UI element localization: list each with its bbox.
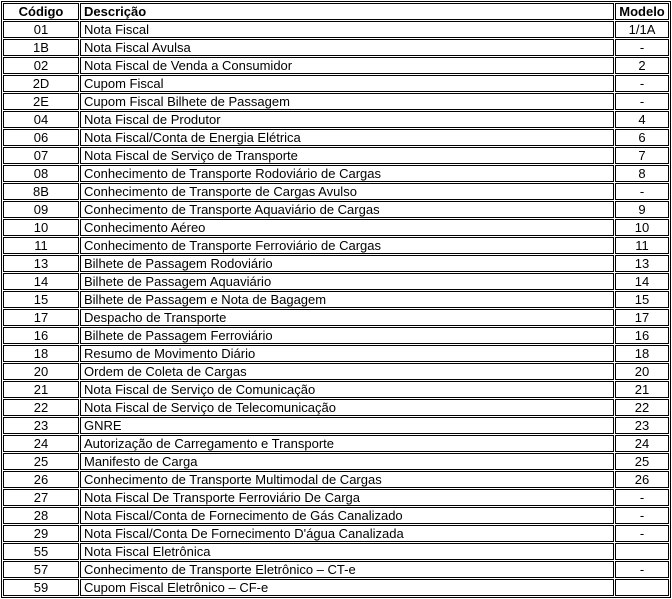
cell-modelo — [615, 579, 669, 596]
cell-descricao: Nota Fiscal de Serviço de Comunicação — [80, 381, 614, 398]
cell-descricao: Nota Fiscal Eletrônica — [80, 543, 614, 560]
cell-descricao: Nota Fiscal de Serviço de Transporte — [80, 147, 614, 164]
cell-codigo: 22 — [3, 399, 79, 416]
cell-descricao: Resumo de Movimento Diário — [80, 345, 614, 362]
cell-descricao: Nota Fiscal/Conta De Fornecimento D'água Canalizada — [80, 525, 614, 542]
cell-codigo: 27 — [3, 489, 79, 506]
cell-modelo: 25 — [615, 453, 669, 470]
column-header-modelo: Modelo — [615, 3, 669, 20]
cell-modelo: 8 — [615, 165, 669, 182]
cell-descricao: Nota Fiscal de Serviço de Telecomunicação — [80, 399, 614, 416]
cell-codigo: 23 — [3, 417, 79, 434]
cell-modelo: 11 — [615, 237, 669, 254]
table-row — [3, 561, 669, 578]
table-row — [3, 129, 669, 146]
cell-modelo: - — [615, 183, 669, 200]
table-body — [3, 21, 669, 596]
fiscal-document-codes-table — [1, 1, 671, 598]
cell-modelo: - — [615, 39, 669, 56]
cell-codigo: 10 — [3, 219, 79, 236]
cell-descricao: Cupom Fiscal Bilhete de Passagem — [80, 93, 614, 110]
header-row — [3, 3, 669, 20]
column-header-codigo: Código — [3, 3, 79, 20]
table-row — [3, 399, 669, 416]
cell-codigo: 59 — [3, 579, 79, 596]
table-row — [3, 219, 669, 236]
cell-modelo: - — [615, 561, 669, 578]
table-row — [3, 255, 669, 272]
cell-codigo: 26 — [3, 471, 79, 488]
cell-modelo: 16 — [615, 327, 669, 344]
table-row — [3, 165, 669, 182]
cell-codigo: 02 — [3, 57, 79, 74]
cell-descricao: Despacho de Transporte — [80, 309, 614, 326]
cell-descricao: Cupom Fiscal Eletrônico – CF-e — [80, 579, 614, 596]
cell-modelo: 6 — [615, 129, 669, 146]
table-row — [3, 363, 669, 380]
table-row — [3, 381, 669, 398]
table-row — [3, 21, 669, 38]
cell-descricao: Bilhete de Passagem e Nota de Bagagem — [80, 291, 614, 308]
cell-codigo: 08 — [3, 165, 79, 182]
cell-descricao: Cupom Fiscal — [80, 75, 614, 92]
cell-modelo: 2 — [615, 57, 669, 74]
cell-descricao: Nota Fiscal de Produtor — [80, 111, 614, 128]
cell-descricao: Manifesto de Carga — [80, 453, 614, 470]
table-row — [3, 291, 669, 308]
cell-codigo: 57 — [3, 561, 79, 578]
cell-descricao: Conhecimento de Transporte Multimodal de Cargas — [80, 471, 614, 488]
table-row — [3, 309, 669, 326]
table-row — [3, 435, 669, 452]
cell-modelo: - — [615, 489, 669, 506]
cell-codigo: 15 — [3, 291, 79, 308]
column-header-descricao: Descrição — [80, 3, 614, 20]
cell-modelo: 18 — [615, 345, 669, 362]
cell-modelo: - — [615, 525, 669, 542]
table-row — [3, 57, 669, 74]
cell-descricao: Ordem de Coleta de Cargas — [80, 363, 614, 380]
table-row — [3, 39, 669, 56]
cell-descricao: Conhecimento de Transporte de Cargas Avulso — [80, 183, 614, 200]
cell-descricao: Nota Fiscal — [80, 21, 614, 38]
table-row — [3, 489, 669, 506]
cell-codigo: 16 — [3, 327, 79, 344]
cell-modelo: 15 — [615, 291, 669, 308]
table-row — [3, 543, 669, 560]
cell-descricao: Nota Fiscal De Transporte Ferroviário De Carga — [80, 489, 614, 506]
cell-codigo: 1B — [3, 39, 79, 56]
cell-modelo: - — [615, 507, 669, 524]
cell-codigo: 28 — [3, 507, 79, 524]
table-row — [3, 93, 669, 110]
cell-modelo: - — [615, 75, 669, 92]
cell-codigo: 04 — [3, 111, 79, 128]
cell-codigo: 17 — [3, 309, 79, 326]
cell-codigo: 06 — [3, 129, 79, 146]
cell-descricao: GNRE — [80, 417, 614, 434]
table-row — [3, 273, 669, 290]
cell-modelo: - — [615, 93, 669, 110]
cell-modelo — [615, 543, 669, 560]
cell-descricao: Autorização de Carregamento e Transporte — [80, 435, 614, 452]
table-row — [3, 75, 669, 92]
cell-descricao: Nota Fiscal de Venda a Consumidor — [80, 57, 614, 74]
cell-codigo: 13 — [3, 255, 79, 272]
cell-descricao: Conhecimento de Transporte Rodoviário de Cargas — [80, 165, 614, 182]
cell-modelo: 20 — [615, 363, 669, 380]
cell-codigo: 24 — [3, 435, 79, 452]
cell-modelo: 14 — [615, 273, 669, 290]
cell-descricao: Bilhete de Passagem Ferroviário — [80, 327, 614, 344]
cell-codigo: 01 — [3, 21, 79, 38]
cell-codigo: 2E — [3, 93, 79, 110]
cell-descricao: Bilhete de Passagem Rodoviário — [80, 255, 614, 272]
table-row — [3, 507, 669, 524]
table-row — [3, 201, 669, 218]
table-row — [3, 345, 669, 362]
cell-modelo: 21 — [615, 381, 669, 398]
cell-codigo: 55 — [3, 543, 79, 560]
cell-modelo: 9 — [615, 201, 669, 218]
cell-codigo: 21 — [3, 381, 79, 398]
cell-codigo: 18 — [3, 345, 79, 362]
cell-modelo: 23 — [615, 417, 669, 434]
cell-modelo: 10 — [615, 219, 669, 236]
cell-descricao: Conhecimento de Transporte Eletrônico – CT-e — [80, 561, 614, 578]
table-header — [3, 3, 669, 20]
cell-modelo: 1/1A — [615, 21, 669, 38]
table-row — [3, 183, 669, 200]
cell-codigo: 8B — [3, 183, 79, 200]
cell-codigo: 09 — [3, 201, 79, 218]
cell-modelo: 26 — [615, 471, 669, 488]
table-row — [3, 525, 669, 542]
cell-descricao: Conhecimento de Transporte Ferroviário de Cargas — [80, 237, 614, 254]
table-row — [3, 147, 669, 164]
table-row — [3, 111, 669, 128]
table-row — [3, 417, 669, 434]
cell-modelo: 17 — [615, 309, 669, 326]
table-row — [3, 237, 669, 254]
table-row — [3, 453, 669, 470]
cell-modelo: 4 — [615, 111, 669, 128]
cell-descricao: Nota Fiscal/Conta de Fornecimento de Gás Canalizado — [80, 507, 614, 524]
cell-descricao: Nota Fiscal/Conta de Energia Elétrica — [80, 129, 614, 146]
cell-modelo: 24 — [615, 435, 669, 452]
cell-descricao: Bilhete de Passagem Aquaviário — [80, 273, 614, 290]
cell-descricao: Nota Fiscal Avulsa — [80, 39, 614, 56]
cell-codigo: 25 — [3, 453, 79, 470]
cell-modelo: 22 — [615, 399, 669, 416]
cell-codigo: 11 — [3, 237, 79, 254]
cell-codigo: 29 — [3, 525, 79, 542]
cell-codigo: 20 — [3, 363, 79, 380]
cell-descricao: Conhecimento de Transporte Aquaviário de Cargas — [80, 201, 614, 218]
cell-modelo: 13 — [615, 255, 669, 272]
cell-codigo: 07 — [3, 147, 79, 164]
cell-codigo: 2D — [3, 75, 79, 92]
cell-descricao: Conhecimento Aéreo — [80, 219, 614, 236]
table-row — [3, 471, 669, 488]
cell-modelo: 7 — [615, 147, 669, 164]
table-row — [3, 579, 669, 596]
cell-codigo: 14 — [3, 273, 79, 290]
table-row — [3, 327, 669, 344]
